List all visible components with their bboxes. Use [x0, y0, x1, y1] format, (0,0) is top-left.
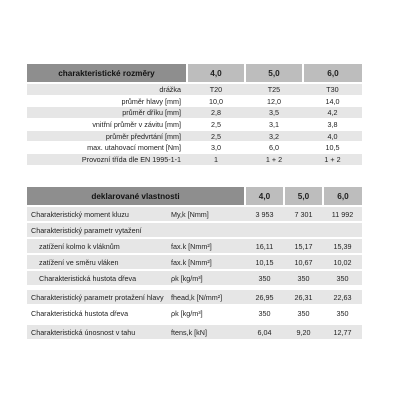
cell-value: 15,39	[323, 238, 362, 254]
cell-value: 3,2	[245, 130, 303, 142]
row-label: drážka	[27, 83, 187, 95]
cell-value: 3,5	[245, 107, 303, 119]
properties-header-row	[27, 187, 362, 206]
table-row	[27, 238, 362, 254]
cell-value: 3,0	[187, 142, 245, 154]
dimensions-table	[27, 64, 362, 166]
cell-value: 10,67	[284, 254, 323, 270]
cell-value: 6,0	[245, 142, 303, 154]
cell-value	[284, 222, 323, 238]
dimensions-header-row	[27, 64, 362, 83]
cell-value: 350	[245, 270, 284, 286]
dimensions-title: charakteristické rozměry	[27, 64, 187, 83]
row-label: průměr dříku [mm]	[27, 107, 187, 119]
row-label: Charakteristický parametr vytažení	[27, 222, 169, 238]
table-row	[27, 305, 362, 321]
row-label: Charakteristický parametr protažení hlavy	[27, 290, 169, 305]
row-symbol	[169, 222, 245, 238]
cell-value: 10,15	[245, 254, 284, 270]
properties-table	[27, 187, 362, 341]
table-row	[27, 222, 362, 238]
cell-value: 3 953	[245, 206, 284, 222]
row-symbol: ρk [kg/m³]	[169, 305, 245, 321]
row-label: Charakteristický moment kluzu	[27, 206, 169, 222]
cell-value: 1	[187, 154, 245, 166]
table-row	[27, 325, 362, 340]
row-label: průměr hlavy [mm]	[27, 95, 187, 107]
dimensions-col-5: 5,0	[245, 64, 303, 83]
row-label: Charakteristická hustota dřeva	[27, 270, 169, 286]
row-label: max. utahovací moment [Nm]	[27, 142, 187, 154]
cell-value: 26,31	[284, 290, 323, 305]
properties-body	[27, 206, 362, 340]
cell-value: 2,5	[187, 130, 245, 142]
row-symbol: ρk [kg/m³]	[169, 270, 245, 286]
row-label: Charakteristická hustota dřeva	[27, 305, 169, 321]
cell-value: 4,2	[303, 107, 362, 119]
row-label: vnitřní průměr v závitu [mm]	[27, 119, 187, 131]
cell-value: 10,5	[303, 142, 362, 154]
row-label: průměr předvrtání [mm]	[27, 130, 187, 142]
cell-value: 350	[323, 270, 362, 286]
dimensions-col-4: 4,0	[187, 64, 245, 83]
table-row	[27, 254, 362, 270]
row-label: zatížení kolmo k vláknům	[27, 238, 169, 254]
cell-value: 350	[284, 270, 323, 286]
properties-col-6: 6,0	[323, 187, 362, 206]
cell-value	[323, 222, 362, 238]
row-symbol: ftens,k [kN]	[169, 325, 245, 340]
row-symbol: fhead,k [N/mm²]	[169, 290, 245, 305]
cell-value: 11 992	[323, 206, 362, 222]
row-symbol: fax.k [Nmm²]	[169, 254, 245, 270]
cell-value: 2,8	[187, 107, 245, 119]
cell-value: 16,11	[245, 238, 284, 254]
table-row	[27, 154, 362, 166]
table-row	[27, 290, 362, 305]
cell-value: 3,8	[303, 119, 362, 131]
row-label: Provozní třída dle EN 1995-1-1	[27, 154, 187, 166]
cell-value: 15,17	[284, 238, 323, 254]
table-row	[27, 206, 362, 222]
row-label: Charakteristická únosnost v tahu	[27, 325, 169, 340]
dimensions-col-6: 6,0	[303, 64, 362, 83]
cell-value: 7 301	[284, 206, 323, 222]
cell-value: 3,1	[245, 119, 303, 131]
cell-value: 2,5	[187, 119, 245, 131]
properties-col-5: 5,0	[284, 187, 323, 206]
dimensions-body	[27, 83, 362, 165]
cell-value: 350	[245, 305, 284, 321]
table-row	[27, 83, 362, 95]
cell-value: 1 + 2	[303, 154, 362, 166]
cell-value	[245, 222, 284, 238]
cell-value: T30	[303, 83, 362, 95]
cell-value: 22,63	[323, 290, 362, 305]
cell-value: 9,20	[284, 325, 323, 340]
cell-value: 350	[323, 305, 362, 321]
table-row	[27, 142, 362, 154]
cell-value: 4,0	[303, 130, 362, 142]
table-row	[27, 270, 362, 286]
cell-value: 12,77	[323, 325, 362, 340]
table-row	[27, 119, 362, 131]
cell-value: 14,0	[303, 95, 362, 107]
cell-value: 10,0	[187, 95, 245, 107]
cell-value: T25	[245, 83, 303, 95]
cell-value: 12,0	[245, 95, 303, 107]
row-label: zatížení ve směru vláken	[27, 254, 169, 270]
cell-value: 10,02	[323, 254, 362, 270]
cell-value: 6,04	[245, 325, 284, 340]
row-symbol: fax.k [Nmm²]	[169, 238, 245, 254]
cell-value: 1 + 2	[245, 154, 303, 166]
table-row	[27, 95, 362, 107]
properties-title: deklarované vlastnosti	[27, 187, 245, 206]
row-symbol: My,k [Nmm]	[169, 206, 245, 222]
table-row	[27, 107, 362, 119]
properties-col-4: 4,0	[245, 187, 284, 206]
cell-value: 350	[284, 305, 323, 321]
table-row	[27, 130, 362, 142]
cell-value: 26,95	[245, 290, 284, 305]
cell-value: T20	[187, 83, 245, 95]
